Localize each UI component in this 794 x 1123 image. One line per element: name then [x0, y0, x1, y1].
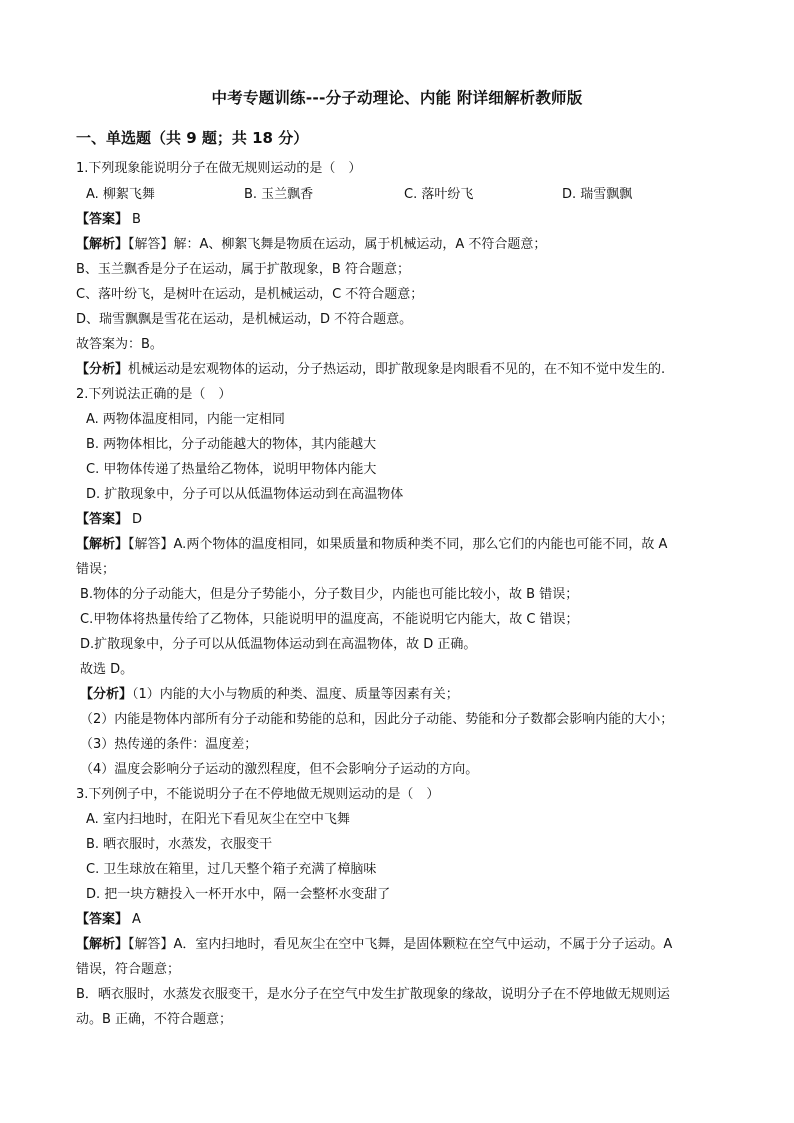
q3-option-c: C. 卫生球放在箱里，过几天整个箱子充满了樟脑味 — [86, 862, 377, 877]
q1-option-b: B. 玉兰飘香 — [244, 187, 314, 202]
q2-explain-1 — [76, 536, 667, 554]
q2-conclusion: 故选 D。 — [80, 662, 134, 677]
q2-fenxi-4: （4）温度会影响分子运动的激烈程度，但不会影响分子运动的方向。 — [80, 762, 479, 777]
q3-stem: 3.下列例子中，不能说明分子在不停地做无规则运动的是（ ） — [76, 787, 440, 802]
q2-fenxi-2: （2）内能是物体内部所有分子动能和势能的总和，因此分子动能、势能和分子数都会影响内能的大小； — [80, 712, 674, 727]
q2-explain-5: D.扩散现象中，分子可以从低温物体运动到在高温物体，故 D 正确。 — [80, 637, 477, 652]
q1-explain-1 — [76, 236, 546, 254]
q1-explain-4: D、瑞雪飘飘是雪花在运动，是机械运动，D 不符合题意。 — [76, 312, 413, 327]
q2-explain-2: 错误； — [76, 562, 116, 577]
q3-option-a: A. 室内扫地时，在阳光下看见灰尘在空中飞舞 — [86, 812, 350, 827]
q3-explain-2: 错误，符合题意； — [76, 962, 181, 977]
q3-explain-4: 动。B 正确，不符合题意； — [76, 1012, 233, 1027]
answer-value: D — [132, 512, 143, 527]
q1-option-c: C. 落叶纷飞 — [404, 187, 474, 202]
q1-explain-3: C、落叶纷飞，是树叶在运动，是机械运动，C 不符合题意； — [76, 287, 424, 302]
section-heading: 一、单选题（共 9 题；共 18 分） — [76, 129, 309, 147]
answer-label: 【答案】 — [76, 512, 129, 527]
q3-explain-1 — [76, 936, 672, 954]
q1-option-d: D. 瑞雪飘飘 — [562, 187, 633, 202]
q2-option-d: D. 扩散现象中，分子可以从低温物体运动到在高温物体 — [86, 487, 404, 502]
fenxi-text: （1）内能的大小与物质的种类、温度、质量等因素有关； — [132, 687, 459, 702]
answer-value: B — [132, 212, 141, 227]
q2-option-a: A. 两物体温度相同，内能一定相同 — [86, 412, 285, 427]
fenxi-label: 【分析】 — [76, 362, 129, 377]
document-title: 中考专题训练---分子动理论、内能 附详细解析教师版 — [211, 89, 583, 107]
analysis-label: 【解析】 — [76, 537, 129, 552]
analysis-label: 【解析】 — [76, 237, 129, 252]
q2-explain-3: B.物体的分子动能大，但是分子势能小，分子数目少，内能也可能比较小，故 B 错误； — [80, 587, 579, 602]
explain-text: 【解答】A．室内扫地时，看见灰尘在空中飞舞，是固体颗粒在空气中运动，不属于分子运动。A — [128, 937, 673, 952]
q2-fenxi-1 — [80, 686, 459, 704]
q1-answer — [76, 211, 141, 229]
q1-explain-2: B、玉兰飘香是分子在运动，属于扩散现象，B 符合题意； — [76, 262, 410, 277]
q2-option-c: C. 甲物体传递了热量给乙物体，说明甲物体内能大 — [86, 462, 377, 477]
analysis-label: 【解析】 — [76, 937, 129, 952]
q1-conclusion: 故答案为：B。 — [76, 337, 163, 352]
q2-explain-4: C.甲物体将热量传给了乙物体，只能说明甲的温度高，不能说明它内能大，故 C 错误； — [80, 612, 579, 627]
q1-fenxi — [76, 361, 665, 379]
fenxi-label: 【分析】 — [80, 687, 133, 702]
q2-stem: 2.下列说法正确的是（ ） — [76, 387, 232, 402]
explain-text: 【解答】解：A、柳絮飞舞是物质在运动，属于机械运动，A 不符合题意； — [128, 237, 547, 252]
q3-explain-3: B．晒衣服时，水蒸发衣服变干，是水分子在空气中发生扩散现象的缘故，说明分子在不停地做无规则运 — [76, 987, 670, 1002]
answer-label: 【答案】 — [76, 912, 129, 927]
q2-answer — [76, 511, 142, 529]
fenxi-text: 机械运动是宏观物体的运动，分子热运动，即扩散现象是肉眼看不见的，在不知不觉中发生的. — [128, 362, 666, 377]
q2-option-b: B. 两物体相比，分子动能越大的物体，其内能越大 — [86, 437, 377, 452]
q3-answer — [76, 911, 141, 929]
explain-text: 【解答】A.两个物体的温度相同，如果质量和物质种类不同，那么它们的内能也可能不同，故 A — [128, 537, 668, 552]
q1-stem: 1.下列现象能说明分子在做无规则运动的是（ ） — [76, 161, 362, 176]
answer-value: A — [132, 912, 141, 927]
q3-option-b: B. 晒衣服时，水蒸发，衣服变干 — [86, 837, 273, 852]
answer-label: 【答案】 — [76, 212, 129, 227]
q3-option-d: D. 把一块方糖投入一杯开水中，隔一会整杯水变甜了 — [86, 887, 391, 902]
q1-option-a: A. 柳絮飞舞 — [86, 187, 155, 202]
q2-fenxi-3: （3）热传递的条件：温度差； — [80, 737, 258, 752]
